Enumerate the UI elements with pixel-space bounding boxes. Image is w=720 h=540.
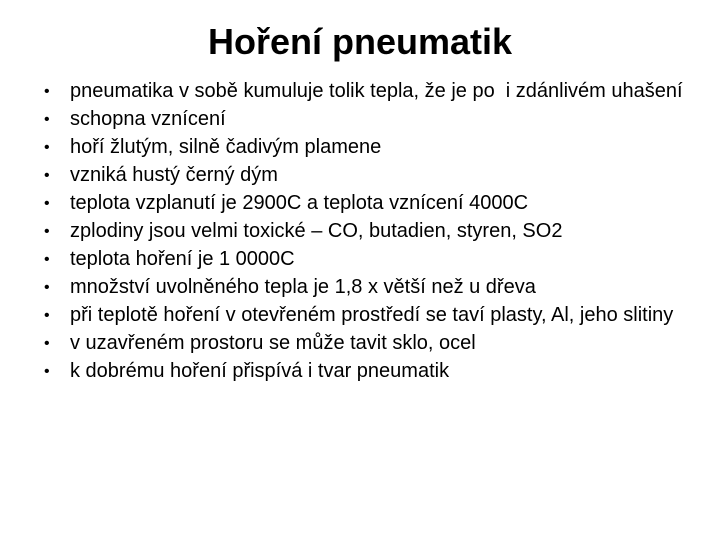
bullet-icon: •: [44, 111, 50, 128]
bullet-icon: •: [44, 139, 50, 156]
bullet-text: hoří žlutým, silně čadivým plamene: [70, 136, 382, 158]
bullet-text: teplota hoření je 1 0000C: [70, 248, 295, 270]
bullet-icon: •: [44, 307, 50, 324]
bullet-text: v uzavřeném prostoru se může tavit sklo, ocel: [70, 332, 476, 354]
bullet-item: [44, 108, 684, 131]
bullet-icon: •: [44, 223, 50, 240]
bullet-icon: •: [44, 167, 50, 184]
bullet-icon: •: [44, 83, 50, 100]
bullet-item: [44, 360, 684, 383]
bullet-item: [44, 164, 684, 187]
bullet-text: množství uvolněného tepla je 1,8 x větší než u dřeva: [70, 276, 536, 298]
bullet-text: při teplotě hoření v otevřeném prostředí se taví plasty, Al, jeho slitiny: [70, 304, 674, 326]
bullet-item: [44, 304, 684, 327]
bullet-item: [44, 80, 684, 103]
bullet-icon: •: [44, 279, 50, 296]
bullet-text: pneumatika v sobě kumuluje tolik tepla, že je po i zdánlivém uhašení: [70, 80, 683, 102]
bullet-list: [44, 80, 684, 388]
bullet-text: schopna vznícení: [70, 108, 226, 130]
bullet-item: [44, 332, 684, 355]
bullet-item: [44, 276, 684, 299]
bullet-item: [44, 136, 684, 159]
bullet-item: [44, 248, 684, 271]
bullet-item: [44, 220, 684, 243]
bullet-icon: •: [44, 335, 50, 352]
bullet-icon: •: [44, 251, 50, 268]
slide-title: Hoření pneumatik: [207, 21, 513, 62]
bullet-icon: •: [44, 195, 50, 212]
bullet-text: k dobrému hoření přispívá i tvar pneumatik: [70, 360, 450, 382]
bullet-icon: •: [44, 363, 50, 380]
bullet-text: vzniká hustý černý dým: [70, 164, 278, 186]
bullet-text: zplodiny jsou velmi toxické – CO, butadien, styren, SO2: [70, 220, 563, 242]
bullet-text: teplota vzplanutí je 2900C a teplota vznícení 4000C: [70, 192, 529, 214]
bullet-item: [44, 192, 684, 215]
